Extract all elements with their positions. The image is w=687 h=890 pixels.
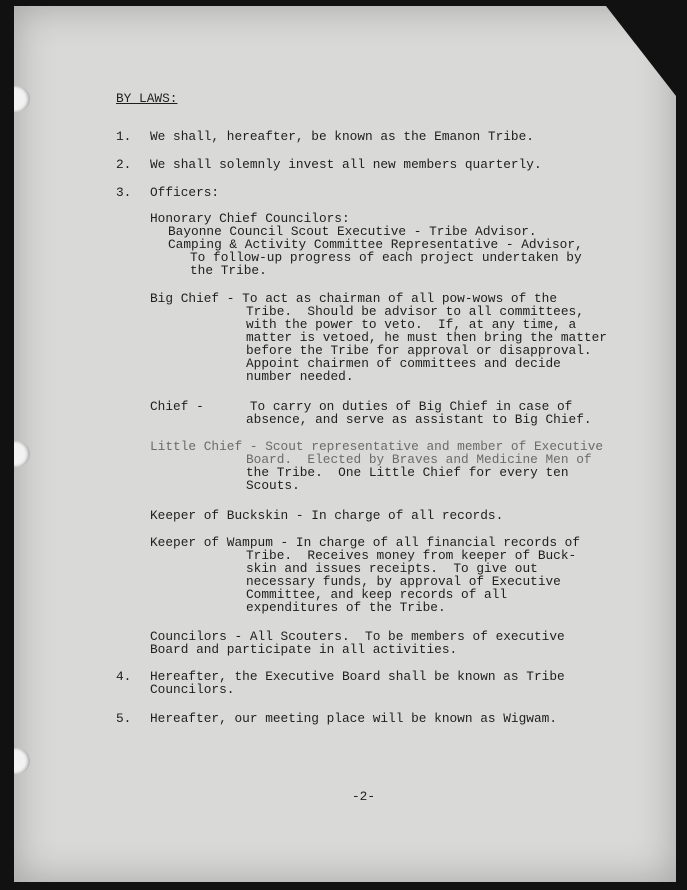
item-text: We shall solemnly invest all new members quarterly.: [150, 157, 542, 172]
page-number: -2-: [352, 789, 376, 804]
wampum-line: Keeper of Wampum - In charge of all financial records of: [150, 535, 581, 550]
big-chief-line: before the Tribe for approval or disapproval.: [246, 343, 592, 358]
councilors-line: Councilors - All Scouters. To be members of executive: [150, 629, 565, 644]
little-chief-line: Scouts.: [246, 478, 300, 493]
item-number: 1.: [116, 129, 132, 144]
item-number: 5.: [116, 711, 132, 726]
honorary-line: Camping & Activity Committee Representative - Advisor,: [168, 237, 583, 252]
little-chief-line: Board. Elected by Braves and Medicine Men of: [246, 452, 592, 467]
chief-line: absence, and serve as assistant to Big Chief.: [246, 412, 592, 427]
item-number: 3.: [116, 185, 132, 200]
councilors-line: Board and participate in all activities.: [150, 642, 458, 657]
wampum-line: Tribe. Receives money from keeper of Buck-: [246, 548, 577, 563]
big-chief-line: number needed.: [246, 369, 354, 384]
bylaws-heading: BY LAWS:: [116, 91, 178, 106]
little-chief-line: Little Chief - Scout representative and member of Executive: [150, 439, 604, 454]
item-number: 2.: [116, 157, 132, 172]
big-chief-line: with the power to veto. If, at any time, a: [246, 317, 577, 332]
item-number: 4.: [116, 669, 132, 684]
punch-hole: [14, 86, 30, 112]
item-text: Hereafter, the Executive Board shall be known as Tribe: [150, 669, 565, 684]
big-chief-line: Tribe. Should be advisor to all committees,: [246, 304, 584, 319]
wampum-line: Committee, and keep records of all: [246, 587, 508, 602]
little-chief-line: the Tribe. One Little Chief for every ten: [246, 465, 569, 480]
big-chief-line: Big Chief - To act as chairman of all pow-wows of the: [150, 291, 558, 306]
punch-hole: [14, 441, 30, 467]
wampum-line: expenditures of the Tribe.: [246, 600, 446, 615]
buckskin-line: Keeper of Buckskin - In charge of all records.: [150, 508, 504, 523]
chief-line: Chief - To carry on duties of Big Chief in case of: [150, 399, 573, 414]
punch-hole: [14, 748, 30, 774]
item-text: We shall, hereafter, be known as the Emanon Tribe.: [150, 129, 534, 144]
big-chief-line: Appoint chairmen of committees and decide: [246, 356, 561, 371]
item-text: Officers:: [150, 185, 220, 200]
item-text: Hereafter, our meeting place will be known as Wigwam.: [150, 711, 558, 726]
honorary-line: Bayonne Council Scout Executive - Tribe Advisor.: [168, 224, 537, 239]
big-chief-line: matter is vetoed, he must then bring the matter: [246, 330, 607, 345]
document-page: [14, 6, 676, 882]
honorary-line: the Tribe.: [190, 263, 267, 278]
folded-corner: [606, 6, 676, 96]
honorary-title: Honorary Chief Councilors:: [150, 211, 350, 226]
wampum-line: skin and issues receipts. To give out: [246, 561, 538, 576]
wampum-line: necessary funds, by approval of Executive: [246, 574, 561, 589]
item-text: Councilors.: [150, 682, 235, 697]
honorary-line: To follow-up progress of each project undertaken by: [190, 250, 582, 265]
